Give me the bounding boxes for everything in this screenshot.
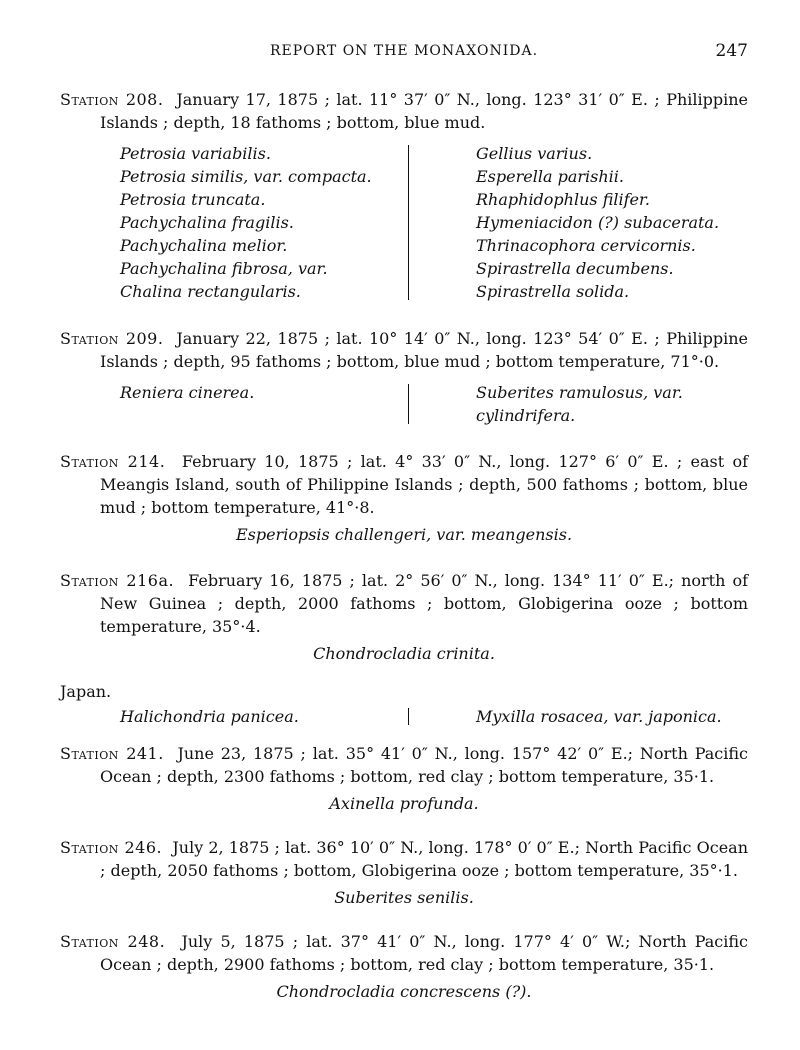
species-name: Myxilla rosacea, var. japonica. — [476, 707, 722, 726]
page-number: 247 — [715, 41, 748, 61]
station-label: Station 209. — [60, 329, 164, 348]
species-name: Esperella parishii. — [476, 167, 624, 186]
species-column-left — [60, 142, 408, 303]
station-description — [60, 742, 748, 788]
station-description — [60, 327, 748, 373]
species-columns — [60, 142, 748, 303]
station-description — [60, 836, 748, 882]
species-name: Thrinacophora cervicornis. — [476, 236, 696, 255]
station-216a — [60, 569, 748, 665]
station-details: July 5, 1875 ; lat. 37° 41′ 0″ N., long. 177° 4′ 0″ W.; North Pacific Ocean ; depth, 2900 fathoms ; bottom, red clay ; bottom temperature, 35·1. — [100, 932, 749, 974]
station-248 — [60, 930, 748, 1003]
station-214 — [60, 450, 748, 546]
species-name: Halichondria panicea. — [120, 707, 299, 726]
species-name: Reniera cinerea. — [120, 383, 255, 402]
locality-title: Japan. — [60, 682, 112, 701]
species-name: Pachychalina fibrosa, var. — [120, 259, 328, 278]
species-name: Suberites ramulosus, var. cylindrifera. — [476, 383, 683, 425]
station-label: Station 208. — [60, 90, 164, 109]
station-208 — [60, 88, 748, 303]
station-details: July 2, 1875 ; lat. 36° 10′ 0″ N., long. 178° 0′ 0″ E.; North Pacific Ocean ; depth, 2050 fathoms ; bottom, Globigerina ooze ; bottom temperature, 35°·1. — [100, 838, 749, 880]
species-column-left — [60, 705, 408, 728]
species-name: Petrosia truncata. — [120, 190, 266, 209]
station-246 — [60, 836, 748, 909]
species-name: Petrosia similis, var. compacta. — [120, 167, 372, 186]
species-name: Suberites senilis. — [334, 888, 474, 907]
station-description — [60, 88, 748, 134]
species-column-right — [409, 705, 748, 728]
species-name: Esperiopsis challengeri, var. meangensis. — [235, 525, 573, 544]
species-name: Spirastrella decumbens. — [476, 259, 674, 278]
species-name: Spirastrella solida. — [476, 282, 630, 301]
species-name: Petrosia variabilis. — [120, 144, 271, 163]
species-name: Hymeniacidon (?) subacerata. — [476, 213, 720, 232]
species-columns — [60, 381, 748, 427]
species-name: Axinella profunda. — [329, 794, 479, 813]
station-label: Station 214. — [60, 452, 166, 471]
station-description — [60, 930, 748, 976]
species-column-left — [60, 381, 408, 427]
station-label: Station 246. — [60, 838, 163, 857]
station-241 — [60, 742, 748, 815]
locality-japan — [60, 680, 748, 728]
species-name: Chalina rectangularis. — [120, 282, 301, 301]
station-label: Station 216a. — [60, 571, 175, 590]
station-description — [60, 569, 748, 638]
station-details: February 10, 1875 ; lat. 4° 33′ 0″ N., long. 127° 6′ 0″ E. ; east of Meangis Island, south of Philippine Islands ; depth, 500 fathoms ; bottom, blue mud ; bottom temperature, 41°·8. — [100, 452, 749, 517]
running-title: REPORT ON THE MONAXONIDA. — [269, 43, 539, 59]
station-details: June 23, 1875 ; lat. 35° 41′ 0″ N., long. 157° 42′ 0″ E.; North Pacific Ocean ; depth, 2300 fathoms ; bottom, red clay ; bottom temperature, 35·1. — [100, 744, 748, 786]
species-name: Gellius varius. — [476, 144, 593, 163]
species-name: Chondrocladia concrescens (?). — [276, 982, 532, 1001]
species-name: Pachychalina fragilis. — [120, 213, 294, 232]
station-209 — [60, 327, 748, 427]
page-header — [60, 40, 748, 64]
station-details: January 22, 1875 ; lat. 10° 14′ 0″ N., long. 123° 54′ 0″ E. ; Philippine Islands ; depth, 95 fathoms ; bottom, blue mud ; bottom temperature, 71°·0. — [100, 329, 749, 371]
station-details: January 17, 1875 ; lat. 11° 37′ 0″ N., long. 123° 31′ 0″ E. ; Philippine Islands ; depth, 18 fathoms ; bottom, blue mud. — [100, 90, 749, 132]
station-details: February 16, 1875 ; lat. 2° 56′ 0″ N., long. 134° 11′ 0″ E.; north of New Guinea ; depth, 2000 fathoms ; bottom, Globigerina ooze ; bottom temperature, 35°·4. — [100, 571, 748, 636]
species-column-right — [409, 381, 748, 427]
species-name: Rhaphidophlus filifer. — [476, 190, 650, 209]
species-name: Pachychalina melior. — [120, 236, 288, 255]
station-label: Station 241. — [60, 744, 164, 763]
species-columns — [60, 705, 748, 728]
species-column-right — [409, 142, 748, 303]
station-description — [60, 450, 748, 519]
species-name: Chondrocladia crinita. — [313, 644, 495, 663]
station-label: Station 248. — [60, 932, 166, 951]
